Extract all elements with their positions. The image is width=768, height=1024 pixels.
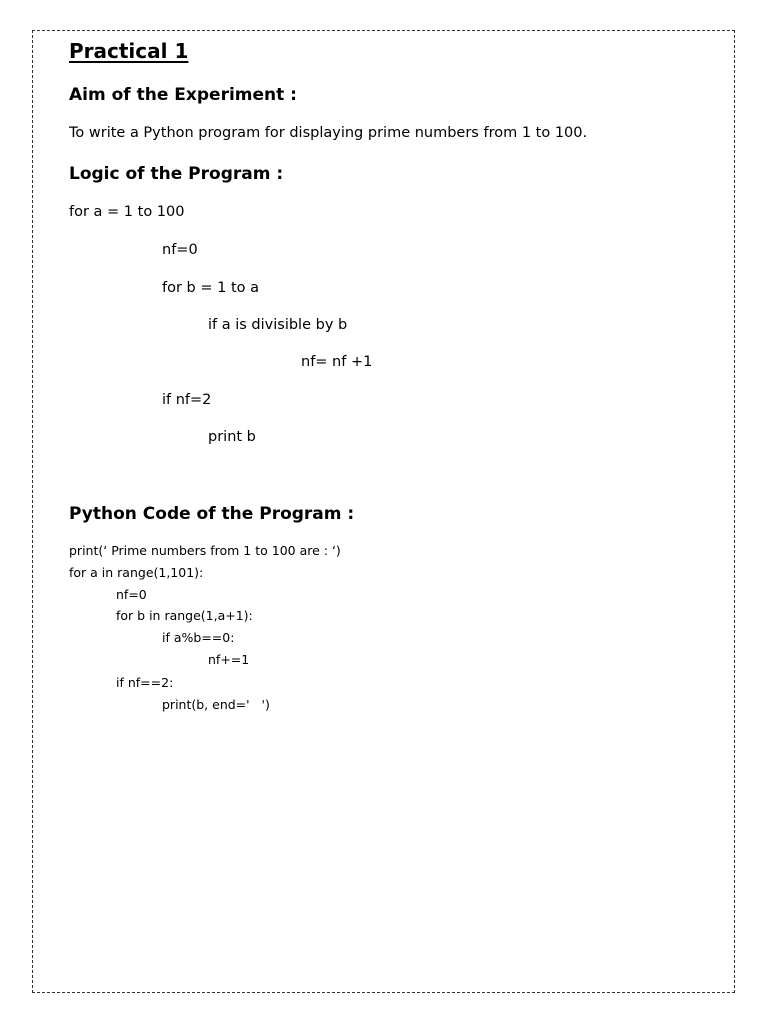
logic-line: for a = 1 to 100 — [69, 204, 185, 220]
code-line: print(‘ Prime numbers from 1 to 100 are : ‘) — [69, 543, 341, 558]
logic-heading: Logic of the Program : — [69, 164, 284, 184]
page-title: Practical 1 — [69, 39, 189, 63]
logic-line: nf= nf +1 — [301, 354, 373, 370]
code-heading: Python Code of the Program : — [69, 504, 355, 524]
code-line: nf+=1 — [208, 652, 250, 667]
logic-line: if a is divisible by b — [208, 317, 348, 333]
code-line: for b in range(1,a+1): — [116, 608, 253, 623]
logic-line: nf=0 — [162, 242, 198, 258]
code-line: if a%b==0: — [162, 630, 235, 645]
aim-heading: Aim of the Experiment : — [69, 85, 297, 105]
code-line: if nf==2: — [116, 675, 174, 690]
aim-text: To write a Python program for displaying prime numbers from 1 to 100. — [69, 125, 588, 141]
logic-line: if nf=2 — [162, 392, 212, 408]
code-line: print(b, end=' ') — [162, 697, 270, 712]
logic-line: print b — [208, 429, 256, 445]
code-line: for a in range(1,101): — [69, 565, 204, 580]
logic-line: for b = 1 to a — [162, 280, 260, 296]
code-line: nf=0 — [116, 587, 147, 602]
